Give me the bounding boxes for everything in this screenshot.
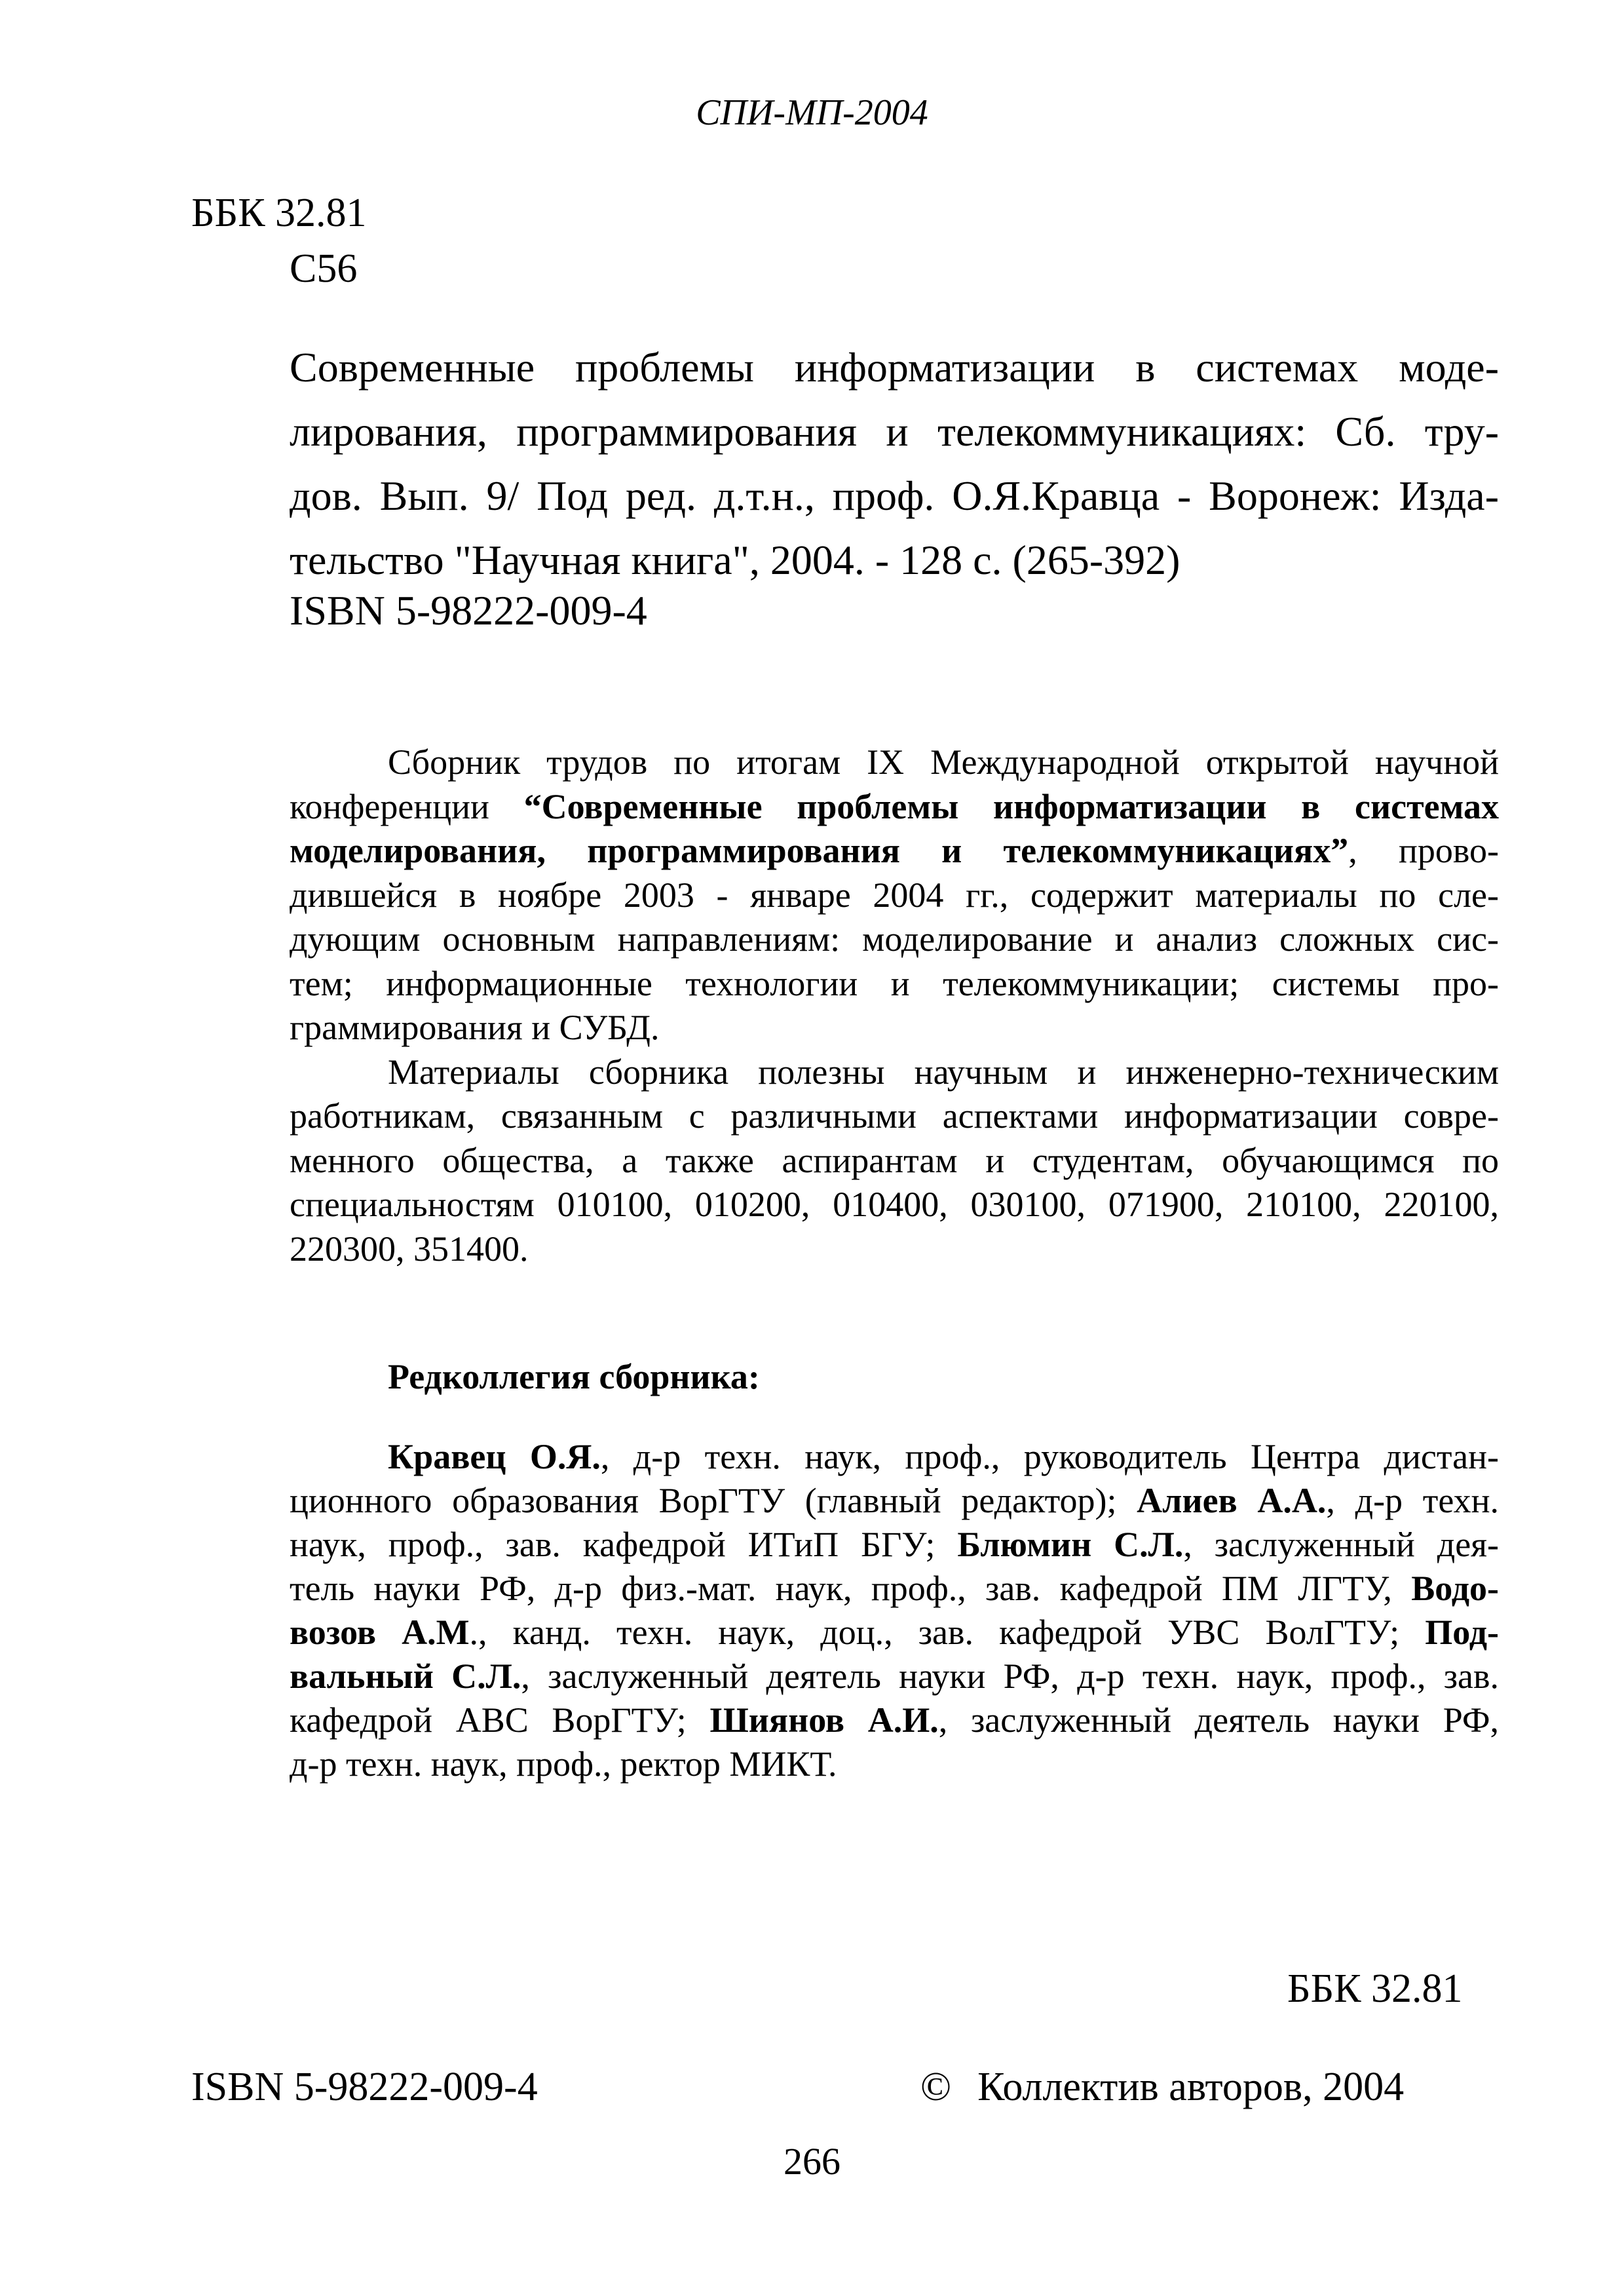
reference-line: Современные проблемы информатизации в системах моде-	[290, 344, 1499, 391]
board-member-name: Алиев А.А.	[1137, 1481, 1327, 1520]
board-member-name: Водо-	[1411, 1569, 1499, 1608]
bibliographic-reference	[290, 335, 1499, 592]
description-line: специальностям 010100, 010200, 010400, 030100, 071900, 210100, 220100,	[290, 1185, 1499, 1224]
conference-title: “Современные проблемы информатизации в системах	[523, 786, 1499, 826]
copyright-icon: ©	[920, 2065, 952, 2109]
board-line: д-р техн. наук, проф., ректор МИКТ.	[290, 1744, 837, 1784]
description-line	[290, 785, 1499, 830]
board-member-info: , д-р техн.	[1326, 1481, 1499, 1520]
board-member-name: Под-	[1425, 1613, 1499, 1652]
board-member-info: , заслуженный деятель науки РФ, д-р техн. наук, проф., зав.	[521, 1656, 1499, 1696]
board-member-name: Шиянов А.И.	[709, 1700, 939, 1740]
board-member-name: возов А.М	[290, 1613, 470, 1652]
description-line: Материалы сборника полезны научным и инженерно-техническим	[388, 1052, 1499, 1092]
author-code: С56	[290, 246, 358, 291]
description-line: менного общества, а также аспирантам и студентам, обучающимся по	[290, 1140, 1499, 1180]
bbk-index-footer: ББК 32.81	[1287, 1966, 1463, 2011]
page-number: 266	[784, 2140, 840, 2183]
board-member-info: наук, проф., зав. кафедрой ИТиП БГУ;	[290, 1525, 958, 1564]
board-member-info: тель науки РФ, д-р физ.-мат. наук, проф., зав. кафедрой ПМ ЛГТУ,	[290, 1569, 1412, 1608]
reference-line: тельство "Научная книга", 2004. - 128 с. (265-392)	[290, 537, 1180, 583]
bbk-index: ББК 32.81	[191, 191, 367, 235]
board-line	[290, 1611, 1499, 1655]
board-member-name: Кравец О.Я.	[388, 1437, 601, 1476]
description-line: Сборник трудов по итогам IX Международной открытой научной	[388, 742, 1499, 782]
description-text: конференции	[290, 786, 524, 826]
board-member-name: Блюмин С.Л.	[957, 1525, 1184, 1564]
description	[290, 740, 1499, 1271]
description-line: дующим основным направлениям: моделирование и анализ сложных сис-	[290, 919, 1499, 959]
board-member-name: вальный С.Л.	[290, 1656, 521, 1696]
board-member-info: , заслуженный дея-	[1183, 1525, 1499, 1564]
board-line	[290, 1567, 1499, 1611]
editorial-board-heading: Редколлегия сборника:	[388, 1357, 760, 1396]
description-line	[290, 829, 1499, 873]
copyright-text: Коллектив авторов, 2004	[977, 2065, 1405, 2109]
board-member-info: ., канд. техн. наук, доц., зав. кафедрой УВС ВолГТУ;	[469, 1613, 1426, 1652]
description-line: дившейся в ноябре 2003 - январе 2004 гг., содержит материалы по сле-	[290, 875, 1499, 915]
isbn: ISBN 5-98222-009-4	[290, 587, 647, 634]
board-member-info: , д-р техн. наук, проф., руководитель Центра дистан-	[600, 1437, 1499, 1476]
description-line: работникам, связанным с различными аспектами информатизации совре-	[290, 1096, 1499, 1136]
description-line: тем; информационные технологии и телекоммуникации; системы про-	[290, 963, 1499, 1003]
reference-line: лирования, программирования и телекоммуникациях: Сб. тру-	[290, 408, 1499, 455]
board-line	[290, 1698, 1499, 1742]
board-line	[290, 1479, 1499, 1523]
board-member-info: ционного образования ВорГТУ (главный редактор);	[290, 1481, 1137, 1520]
conference-title: моделирования, программирования и телекоммуникациях”	[290, 831, 1349, 870]
reference-line: дов. Вып. 9/ Под ред. д.т.н., проф. О.Я.Кравца - Воронеж: Изда-	[290, 472, 1499, 519]
description-line: граммирования и СУБД.	[290, 1008, 660, 1047]
board-member-info: кафедрой АВС ВорГТУ;	[290, 1700, 710, 1740]
description-line: 220300, 351400.	[290, 1229, 529, 1269]
board-line	[290, 1655, 1499, 1698]
board-line	[290, 1435, 1499, 1479]
board-member-info: , заслуженный деятель науки РФ,	[938, 1700, 1499, 1740]
copyright	[920, 2064, 1404, 2111]
running-head: СПИ-МП-2004	[696, 92, 928, 133]
description-text: , прово-	[1348, 831, 1499, 870]
editorial-board	[290, 1435, 1499, 1786]
board-line	[290, 1523, 1499, 1567]
isbn-footer: ISBN 5-98222-009-4	[191, 2065, 538, 2109]
